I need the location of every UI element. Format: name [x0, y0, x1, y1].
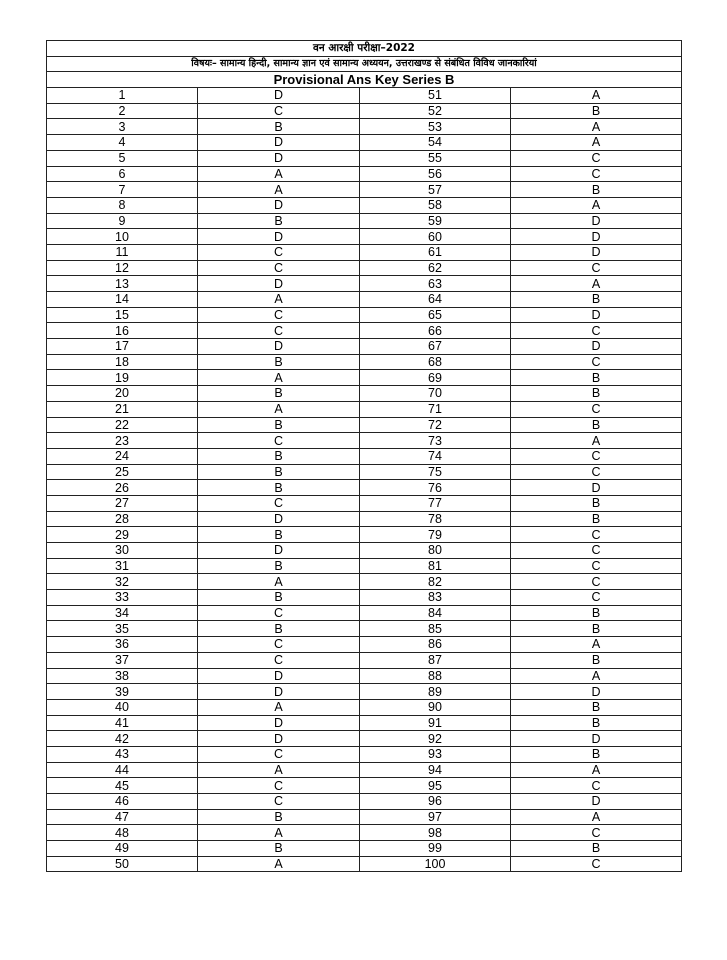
question-number: 9 — [47, 213, 198, 229]
table-row — [47, 637, 682, 653]
question-number: 12 — [47, 260, 198, 276]
table-row — [47, 213, 682, 229]
question-number: 77 — [360, 495, 511, 511]
answer-letter: D — [198, 150, 360, 166]
question-number: 54 — [360, 135, 511, 151]
question-number: 88 — [360, 668, 511, 684]
question-number: 95 — [360, 778, 511, 794]
table-row — [47, 244, 682, 260]
answer-letter: D — [511, 794, 682, 810]
answer-letter: C — [198, 307, 360, 323]
question-number: 49 — [47, 841, 198, 857]
table-row — [47, 135, 682, 151]
question-number: 3 — [47, 119, 198, 135]
exam-title-row — [47, 41, 682, 57]
question-number: 2 — [47, 103, 198, 119]
answer-letter: A — [198, 401, 360, 417]
answer-letter: B — [511, 370, 682, 386]
table-row — [47, 684, 682, 700]
answer-letter: D — [198, 731, 360, 747]
answer-letter: B — [511, 841, 682, 857]
answer-letter: A — [511, 135, 682, 151]
answer-letter: A — [511, 276, 682, 292]
question-number: 28 — [47, 511, 198, 527]
question-number: 68 — [360, 354, 511, 370]
question-number: 10 — [47, 229, 198, 245]
answer-letter: B — [198, 354, 360, 370]
question-number: 79 — [360, 527, 511, 543]
table-row — [47, 778, 682, 794]
question-number: 62 — [360, 260, 511, 276]
answer-letter: A — [511, 637, 682, 653]
question-number: 19 — [47, 370, 198, 386]
question-number: 23 — [47, 433, 198, 449]
answer-letter: C — [511, 448, 682, 464]
question-number: 17 — [47, 339, 198, 355]
answer-letter: D — [198, 229, 360, 245]
answer-letter: C — [198, 244, 360, 260]
answer-letter: B — [198, 417, 360, 433]
question-number: 29 — [47, 527, 198, 543]
answer-letter: B — [198, 809, 360, 825]
answer-letter: A — [198, 825, 360, 841]
question-number: 72 — [360, 417, 511, 433]
question-number: 70 — [360, 386, 511, 402]
question-number: 34 — [47, 605, 198, 621]
question-number: 94 — [360, 762, 511, 778]
question-number: 83 — [360, 590, 511, 606]
answer-letter: C — [511, 150, 682, 166]
question-number: 58 — [360, 197, 511, 213]
question-number: 5 — [47, 150, 198, 166]
answer-letter: D — [198, 197, 360, 213]
table-row — [47, 527, 682, 543]
table-row — [47, 292, 682, 308]
answer-letter: B — [198, 448, 360, 464]
question-number: 57 — [360, 182, 511, 198]
answer-letter: C — [511, 401, 682, 417]
table-row — [47, 323, 682, 339]
answer-letter: A — [198, 699, 360, 715]
answer-letter: C — [511, 590, 682, 606]
answer-letter: D — [198, 511, 360, 527]
answer-letter: A — [511, 668, 682, 684]
answer-letter: A — [511, 433, 682, 449]
question-number: 44 — [47, 762, 198, 778]
answer-letter: A — [198, 370, 360, 386]
table-row — [47, 762, 682, 778]
answer-letter: D — [198, 668, 360, 684]
answer-letter: B — [198, 841, 360, 857]
answer-letter: B — [198, 386, 360, 402]
table-row — [47, 197, 682, 213]
answer-letter: D — [198, 339, 360, 355]
question-number: 25 — [47, 464, 198, 480]
question-number: 55 — [360, 150, 511, 166]
table-row — [47, 433, 682, 449]
table-row — [47, 652, 682, 668]
table-row — [47, 841, 682, 857]
answer-letter: B — [198, 590, 360, 606]
table-row — [47, 668, 682, 684]
question-number: 65 — [360, 307, 511, 323]
answer-letter: A — [198, 182, 360, 198]
answer-letter: A — [198, 856, 360, 872]
answer-letter: B — [511, 182, 682, 198]
answer-letter: D — [198, 684, 360, 700]
answer-key-sheet — [46, 40, 681, 872]
question-number: 21 — [47, 401, 198, 417]
table-row — [47, 574, 682, 590]
answer-letter: C — [198, 605, 360, 621]
question-number: 30 — [47, 543, 198, 559]
question-number: 60 — [360, 229, 511, 245]
key-title-row — [47, 72, 682, 88]
table-row — [47, 339, 682, 355]
answer-letter: C — [198, 495, 360, 511]
answer-letter: C — [511, 558, 682, 574]
answer-letter: C — [511, 825, 682, 841]
question-number: 53 — [360, 119, 511, 135]
answer-letter: D — [511, 339, 682, 355]
table-row — [47, 511, 682, 527]
table-row — [47, 370, 682, 386]
question-number: 38 — [47, 668, 198, 684]
key-title: Provisional Ans Key Series B — [47, 72, 682, 88]
answer-key-table — [46, 40, 682, 872]
question-number: 52 — [360, 103, 511, 119]
answer-letter: C — [511, 166, 682, 182]
question-number: 61 — [360, 244, 511, 260]
answer-letter: B — [511, 495, 682, 511]
answer-letter: B — [511, 746, 682, 762]
table-row — [47, 150, 682, 166]
table-row — [47, 543, 682, 559]
question-number: 43 — [47, 746, 198, 762]
table-row — [47, 558, 682, 574]
question-number: 89 — [360, 684, 511, 700]
answer-letter: A — [198, 166, 360, 182]
table-row — [47, 495, 682, 511]
question-number: 84 — [360, 605, 511, 621]
question-number: 51 — [360, 88, 511, 104]
question-number: 31 — [47, 558, 198, 574]
answer-letter: D — [198, 88, 360, 104]
answer-letter: C — [198, 778, 360, 794]
question-number: 90 — [360, 699, 511, 715]
question-number: 74 — [360, 448, 511, 464]
answer-letter: C — [198, 433, 360, 449]
table-row — [47, 401, 682, 417]
question-number: 98 — [360, 825, 511, 841]
question-number: 39 — [47, 684, 198, 700]
table-row — [47, 448, 682, 464]
question-number: 26 — [47, 480, 198, 496]
question-number: 93 — [360, 746, 511, 762]
table-row — [47, 417, 682, 433]
answer-letter: B — [198, 464, 360, 480]
answer-letter: B — [198, 558, 360, 574]
subject-line: विषयः– सामान्य हिन्दी, सामान्य ज्ञान एवं सामान्य अध्ययन, उत्तराखण्ड से संबंधित विविध जानकारियां — [47, 56, 682, 72]
question-number: 24 — [47, 448, 198, 464]
answer-letter: C — [511, 464, 682, 480]
question-number: 33 — [47, 590, 198, 606]
answer-letter: D — [511, 480, 682, 496]
table-row — [47, 605, 682, 621]
question-number: 69 — [360, 370, 511, 386]
answer-letter: C — [511, 778, 682, 794]
answer-letter: B — [198, 527, 360, 543]
question-number: 85 — [360, 621, 511, 637]
table-row — [47, 699, 682, 715]
question-number: 59 — [360, 213, 511, 229]
question-number: 64 — [360, 292, 511, 308]
question-number: 82 — [360, 574, 511, 590]
question-number: 80 — [360, 543, 511, 559]
answer-letter: A — [511, 197, 682, 213]
question-number: 50 — [47, 856, 198, 872]
question-number: 18 — [47, 354, 198, 370]
question-number: 91 — [360, 715, 511, 731]
question-number: 92 — [360, 731, 511, 747]
question-number: 13 — [47, 276, 198, 292]
table-row — [47, 166, 682, 182]
answer-letter: C — [511, 260, 682, 276]
question-number: 78 — [360, 511, 511, 527]
answer-letter: B — [511, 511, 682, 527]
table-row — [47, 229, 682, 245]
answer-letter: D — [511, 213, 682, 229]
table-row — [47, 260, 682, 276]
question-number: 63 — [360, 276, 511, 292]
question-number: 56 — [360, 166, 511, 182]
answer-letter: D — [511, 244, 682, 260]
answer-letter: C — [198, 260, 360, 276]
question-number: 20 — [47, 386, 198, 402]
answer-letter: B — [511, 103, 682, 119]
question-number: 47 — [47, 809, 198, 825]
answer-key-body — [47, 41, 682, 872]
question-number: 45 — [47, 778, 198, 794]
answer-letter: D — [198, 276, 360, 292]
answer-letter: B — [511, 621, 682, 637]
answer-letter: B — [511, 292, 682, 308]
answer-letter: B — [198, 119, 360, 135]
answer-letter: C — [198, 103, 360, 119]
answer-letter: D — [198, 715, 360, 731]
question-number: 67 — [360, 339, 511, 355]
table-row — [47, 88, 682, 104]
question-number: 97 — [360, 809, 511, 825]
question-number: 99 — [360, 841, 511, 857]
answer-letter: C — [198, 323, 360, 339]
table-row — [47, 856, 682, 872]
table-row — [47, 480, 682, 496]
question-number: 75 — [360, 464, 511, 480]
question-number: 41 — [47, 715, 198, 731]
answer-letter: B — [511, 417, 682, 433]
answer-letter: C — [511, 527, 682, 543]
answer-letter: C — [511, 856, 682, 872]
question-number: 22 — [47, 417, 198, 433]
question-number: 66 — [360, 323, 511, 339]
question-number: 15 — [47, 307, 198, 323]
answer-letter: D — [511, 731, 682, 747]
answer-letter: B — [511, 652, 682, 668]
table-row — [47, 809, 682, 825]
table-row — [47, 715, 682, 731]
answer-letter: C — [511, 543, 682, 559]
answer-letter: A — [511, 809, 682, 825]
question-number: 73 — [360, 433, 511, 449]
answer-letter: B — [511, 699, 682, 715]
question-number: 81 — [360, 558, 511, 574]
answer-letter: C — [198, 746, 360, 762]
question-number: 100 — [360, 856, 511, 872]
table-row — [47, 119, 682, 135]
answer-letter: C — [511, 323, 682, 339]
table-row — [47, 825, 682, 841]
answer-letter: C — [198, 652, 360, 668]
question-number: 42 — [47, 731, 198, 747]
subject-row — [47, 56, 682, 72]
answer-letter: B — [198, 480, 360, 496]
exam-title: वन आरक्षी परीक्षा–2022 — [47, 41, 682, 57]
table-row — [47, 386, 682, 402]
answer-letter: B — [198, 213, 360, 229]
question-number: 37 — [47, 652, 198, 668]
answer-letter: C — [198, 637, 360, 653]
answer-letter: A — [198, 292, 360, 308]
question-number: 76 — [360, 480, 511, 496]
answer-letter: B — [511, 605, 682, 621]
table-row — [47, 731, 682, 747]
answer-letter: D — [511, 684, 682, 700]
question-number: 4 — [47, 135, 198, 151]
question-number: 46 — [47, 794, 198, 810]
answer-letter: C — [511, 354, 682, 370]
answer-letter: B — [511, 386, 682, 402]
answer-letter: D — [511, 307, 682, 323]
question-number: 6 — [47, 166, 198, 182]
answer-letter: B — [511, 715, 682, 731]
table-row — [47, 590, 682, 606]
table-row — [47, 746, 682, 762]
question-number: 7 — [47, 182, 198, 198]
answer-letter: A — [511, 119, 682, 135]
question-number: 96 — [360, 794, 511, 810]
question-number: 8 — [47, 197, 198, 213]
answer-letter: A — [511, 762, 682, 778]
question-number: 40 — [47, 699, 198, 715]
answer-letter: C — [511, 574, 682, 590]
question-number: 86 — [360, 637, 511, 653]
table-row — [47, 354, 682, 370]
question-number: 36 — [47, 637, 198, 653]
table-row — [47, 794, 682, 810]
answer-letter: A — [198, 762, 360, 778]
question-number: 27 — [47, 495, 198, 511]
table-row — [47, 307, 682, 323]
answer-letter: D — [198, 135, 360, 151]
answer-letter: D — [511, 229, 682, 245]
table-row — [47, 182, 682, 198]
question-number: 16 — [47, 323, 198, 339]
table-row — [47, 621, 682, 637]
answer-letter: A — [511, 88, 682, 104]
question-number: 32 — [47, 574, 198, 590]
answer-letter: B — [198, 621, 360, 637]
question-number: 35 — [47, 621, 198, 637]
question-number: 48 — [47, 825, 198, 841]
answer-letter: A — [198, 574, 360, 590]
question-number: 1 — [47, 88, 198, 104]
answer-letter: D — [198, 543, 360, 559]
table-row — [47, 103, 682, 119]
answer-letter: C — [198, 794, 360, 810]
question-number: 14 — [47, 292, 198, 308]
table-row — [47, 276, 682, 292]
table-row — [47, 464, 682, 480]
question-number: 71 — [360, 401, 511, 417]
question-number: 11 — [47, 244, 198, 260]
question-number: 87 — [360, 652, 511, 668]
